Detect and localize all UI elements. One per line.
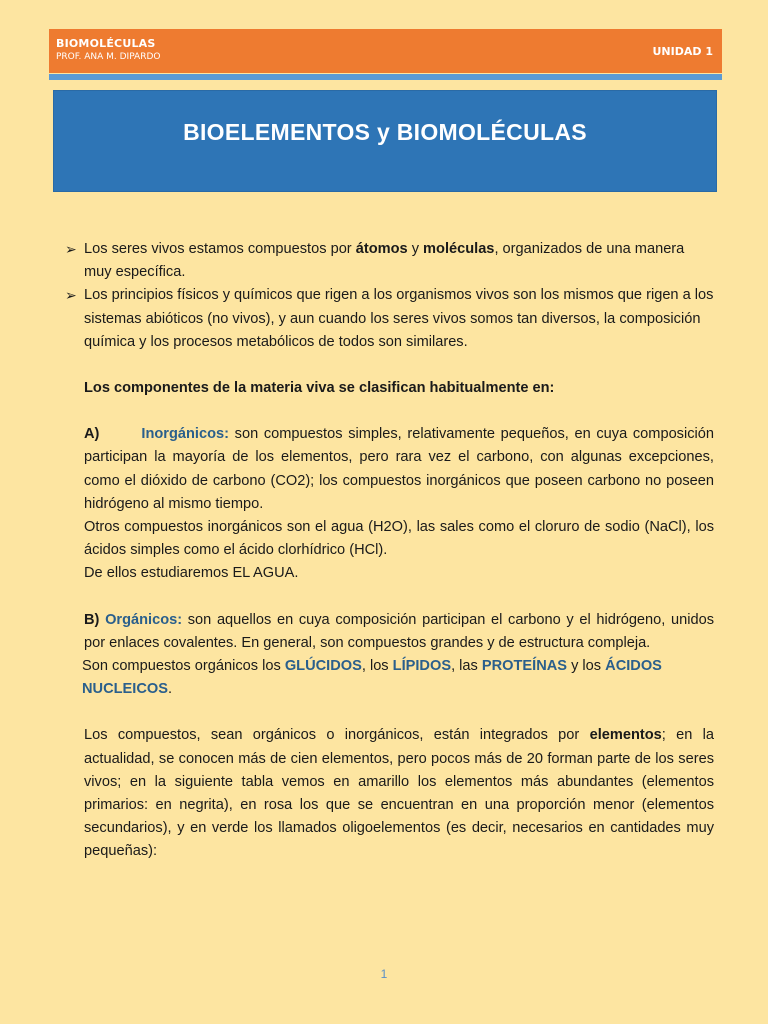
list-text: Son compuestos orgánicos los bbox=[82, 658, 285, 675]
organic-compounds-list bbox=[82, 655, 714, 701]
header-subtitle: PROF. ANA M. DIPARDO bbox=[56, 52, 161, 62]
header-unit: UNIDAD 1 bbox=[652, 45, 713, 58]
section-inorganic bbox=[84, 423, 714, 585]
paragraph-segment: ; en la actualidad, se conocen más de cien elementos, pero pocos más de 20 forman parte de los seres vivos; en la siguiente tabla vemos en amarillo los elementos más abundantes (elementos primarios: en negrita), en rosa los que se encuentran en una proporción menor (elementos secundarios), y en verde los llamados oligoelementos (es decir, necesarios en cantidades muy pequeñas): bbox=[84, 727, 714, 860]
term-proteinas: PROTEÍNAS bbox=[481, 658, 568, 675]
section-letter: B) bbox=[84, 611, 100, 628]
bullet-text-segment: Los seres vivos estamos compuestos por bbox=[84, 241, 356, 257]
bullet-text-segment: y bbox=[407, 241, 424, 257]
term-lipidos: LÍPIDOS bbox=[392, 658, 452, 675]
list-text: . bbox=[167, 681, 173, 698]
section-text: son compuestos simples, relativamente pequeños, en cuya composición participan la mayoría de los elementos, pero rara vez el carbono, con algunas excepciones, como el dióxido de carbono (CO2); los compuestos inorgánicos que poseen carbono no poseen hidrógeno al mismo tiempo. bbox=[84, 426, 714, 512]
section-letter: A) bbox=[84, 426, 100, 443]
term-elementos: elementos bbox=[589, 727, 662, 744]
term-glucidos: GLÚCIDOS bbox=[284, 658, 362, 675]
section-b-paragraph bbox=[84, 609, 714, 655]
term-inorganicos: Inorgánicos: bbox=[141, 426, 229, 443]
section-a-paragraph bbox=[84, 423, 714, 516]
list-text: , los bbox=[361, 658, 393, 675]
bullet-text: Los principios físicos y químicos que rigen a los organismos vivos son los mismos que rigen a los sistemas abióticos (no vivos), y aun cuando los seres vivos somos tan diversos, la composición química y los procesos metabólicos de todos son similares. bbox=[84, 287, 714, 350]
list-text: , las bbox=[451, 658, 482, 675]
document-header bbox=[49, 29, 722, 73]
term-organicos: Orgánicos: bbox=[105, 611, 183, 628]
section-a-line: De ellos estudiaremos EL AGUA. bbox=[84, 565, 299, 582]
list-text: y los bbox=[567, 658, 606, 675]
bullet-item bbox=[65, 238, 714, 284]
bullet-text-segment: , organizados de una manera muy específica. bbox=[84, 241, 685, 281]
header-divider bbox=[49, 74, 722, 80]
classification-heading: Los componentes de la materia viva se clasifican habitualmente en: bbox=[84, 380, 555, 397]
section-a-line: Otros compuestos inorgánicos son el agua (H2O), las sales como el cloruro de sodio (NaCl), los ácidos simples como el ácido clorhídrico (HCl). bbox=[84, 519, 714, 559]
page-number: 1 bbox=[380, 967, 388, 981]
term-atomos: átomos bbox=[355, 241, 408, 257]
title-banner bbox=[53, 90, 717, 192]
arrow-bullet-icon: ➢ bbox=[65, 287, 77, 304]
section-text: son aquellos en cuya composición participan el carbono y el hidrógeno, unidos por enlaces covalentes. En general, son compuestos grandes y de estructura compleja. bbox=[84, 611, 714, 651]
bullet-text bbox=[84, 238, 714, 284]
elements-text bbox=[84, 724, 714, 863]
page-title: BIOELEMENTOS y BIOMOLÉCULAS bbox=[183, 119, 587, 145]
term-acidos-nucleicos: ÁCIDOS NUCLEICOS bbox=[82, 658, 662, 698]
elements-paragraph bbox=[84, 724, 714, 863]
document-body bbox=[65, 238, 714, 864]
term-moleculas: moléculas bbox=[423, 241, 495, 257]
bullet-item bbox=[65, 284, 714, 354]
arrow-bullet-icon: ➢ bbox=[65, 241, 77, 257]
header-title: BIOMOLÉCULAS bbox=[56, 37, 156, 50]
section-organic bbox=[84, 609, 714, 702]
paragraph-segment: Los compuestos, sean orgánicos o inorgánicos, están integrados por bbox=[84, 727, 590, 744]
